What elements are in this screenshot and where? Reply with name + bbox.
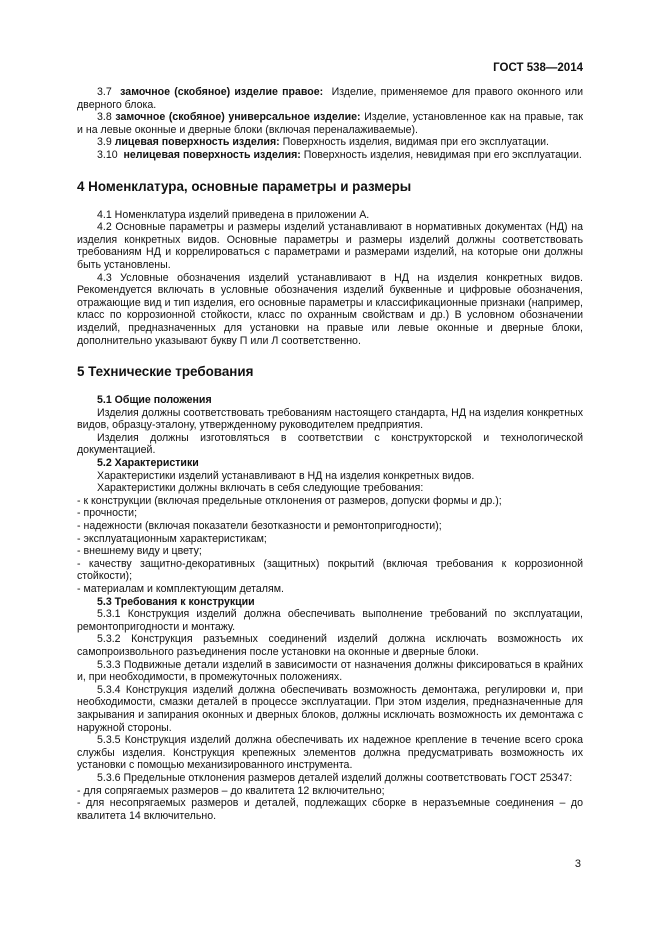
list-item: - для несопрягаемых размеров и деталей, подлежащих сборке в неразъемные соединения – до квалитета 14 включительно. xyxy=(77,797,583,822)
term-name: замочное (скобяное) универсальное изделие: xyxy=(115,111,361,124)
section-5-title: 5 Технические требования xyxy=(77,364,254,380)
paragraph-5-2-b: Характеристики должны включать в себя следующие требования: xyxy=(97,482,424,495)
term-name: лицевая поверхность изделия: xyxy=(114,136,280,149)
list-item: - материалам и комплектующим деталям. xyxy=(77,583,284,595)
subsection-5-2-heading: 5.2 Характеристики xyxy=(97,457,199,470)
term-number: 3.7 xyxy=(97,86,112,98)
list-item: - для сопрягаемых размеров – до квалитета 12 включительно; xyxy=(77,784,385,797)
paragraph-5-1-b: Изделия должны изготовляться в соответствии с конструкторской и технологической документацией. xyxy=(77,431,583,457)
page-body xyxy=(77,86,583,822)
term-3-8 xyxy=(77,111,583,136)
list-item: - внешнему виду и цвету; xyxy=(77,545,202,558)
term-definition: Изделие, установленное как на правые, так и на левые оконные и дверные блоки (включая переналаживаемые). xyxy=(77,111,584,136)
paragraph-4-2: 4.2 Основные параметры и размеры изделий устанавливают в нормативных документах (НД) на изделия конкретных видов. Основные параметры и размеры изделий должны соответствовать требованиям НД и коррелироваться с параметрами и размерами изделий, на которые они должны быть установлены. xyxy=(77,221,583,271)
paragraph-4-3: 4.3 Условные обозначения изделий устанавливают в НД на изделия конкретных видов. Рекомендуется включать в условные обозначения изделий буквенные и цифровые обозначения, отражающие вид и тип изделия, его основные параметры и классификационные признаки (например, класс по коррозионной стойкости, класс по охранным свойствам и др.) В условном обозначении изделий, предназначенных для установки на правые или левые оконные и дверные блоки, дополнительно указывают букву П или Л соответственно. xyxy=(77,271,583,347)
term-number: 3.8 xyxy=(97,111,112,124)
subsection-5-1-heading: 5.1 Общие положения xyxy=(97,394,212,407)
paragraph-5-2-a: Характеристики изделий устанавливают в НД на изделия конкретных видов. xyxy=(97,469,475,482)
term-definition: Поверхность изделия, невидимая при его эксплуатации. xyxy=(303,148,582,161)
term-3-7 xyxy=(77,86,583,111)
term-number: 3.9 xyxy=(97,136,112,149)
list-item: - эксплуатационным характеристикам; xyxy=(77,532,267,545)
paragraph-4-1: 4.1 Номенклатура изделий приведена в приложении А. xyxy=(97,208,370,221)
paragraph-5-3-5: 5.3.5 Конструкция изделий должна обеспечивать их надежное крепление в течение всего срока службы изделия. Конструкция крепежных элементов должна предусматривать возможность их установки с помощью механизированного инструмента. xyxy=(77,734,583,772)
document-code: ГОСТ 538—2014 xyxy=(493,62,583,74)
term-number: 3.10 xyxy=(97,148,118,161)
section-4-title: 4 Номенклатура, основные параметры и размеры xyxy=(77,178,412,194)
paragraph-5-3-3: 5.3.3 Подвижные детали изделий в зависимости от назначения должны фиксироваться в крайних и, при необходимости, в промежуточных положениях. xyxy=(77,658,583,684)
page-number: 3 xyxy=(574,858,581,870)
paragraph-5-3-2: 5.3.2 Конструкция разъемных соединений изделий должна исключать возможность их самопроизвольного разъединения после установки на оконные и дверные блоки. xyxy=(77,633,583,658)
term-name: нелицевая поверхность изделия: xyxy=(123,148,301,161)
list-item: - качеству защитно-декоративных (защитных) покрытий (включая требования к коррозионной стойкости); xyxy=(77,557,583,583)
list-item: - надежности (включая показатели безотказности и ремонтопригодности); xyxy=(77,520,442,533)
paragraph-5-1-a: Изделия должны соответствовать требованиям настоящего стандарта, НД на изделия конкретных видов, образцу-эталону, утвержденному руководителем предприятия. xyxy=(77,406,583,432)
paragraph-5-3-4: 5.3.4 Конструкция изделий должна обеспечивать возможность демонтажа, регулировки и, при необходимости, смазки деталей в процессе эксплуатации. При этом изделия, предназначенные для закрывания и запирания оконных и дверных блоков, должны исключать возможность их демонтажа с наружной стороны. xyxy=(77,683,583,734)
term-definition: Изделие, применяемое для правого оконного или дверного блока. xyxy=(77,86,583,111)
term-3-10 xyxy=(77,149,583,162)
term-definition: Поверхность изделия, видимая при его эксплуатации. xyxy=(282,136,549,149)
paragraph-5-3-1: 5.3.1 Конструкция изделий должна обеспечивать выполнение требований по эксплуатации, ремонтопригодности и монтажу. xyxy=(77,608,583,633)
list-item: - прочности; xyxy=(77,507,138,520)
term-3-9 xyxy=(77,136,583,149)
term-name: замочное (скобяное) изделие правое: xyxy=(120,86,324,98)
paragraph-5-3-6: 5.3.6 Предельные отклонения размеров деталей изделий должны соответствовать ГОСТ 25347: xyxy=(97,771,573,784)
list-item: - к конструкции (включая предельные отклонения от размеров, допуски формы и др.); xyxy=(77,494,502,507)
subsection-5-3-heading: 5.3 Требования к конструкции xyxy=(97,595,255,608)
